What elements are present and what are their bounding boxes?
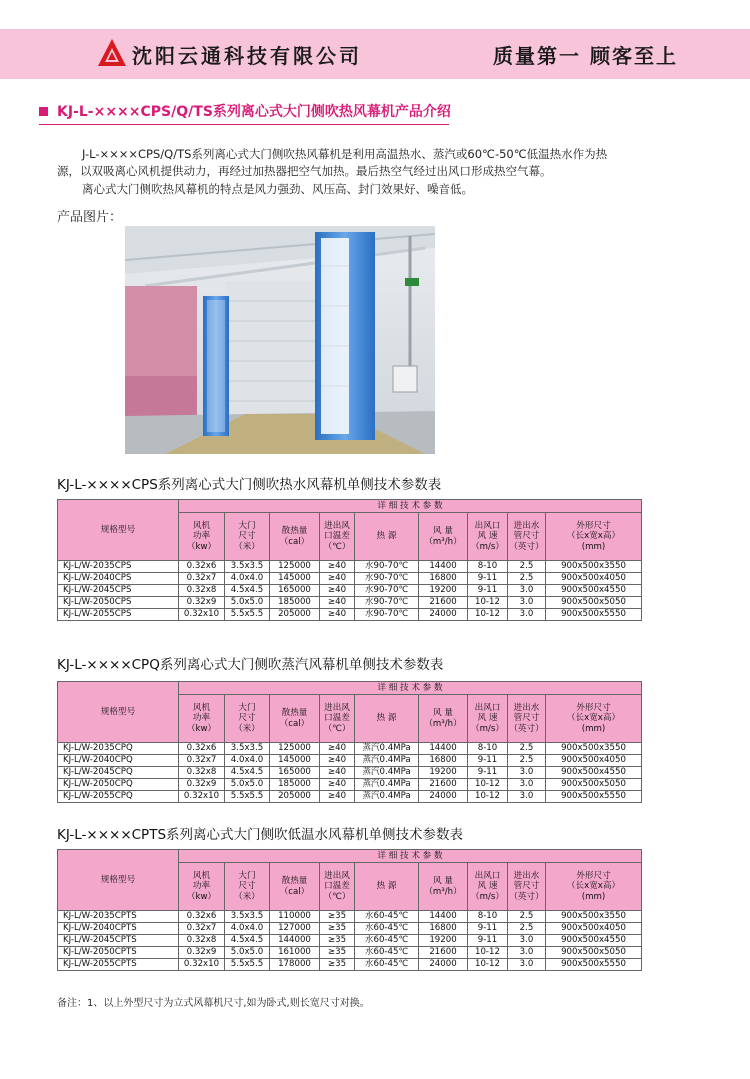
table-cell: ≥35	[320, 923, 355, 935]
table-cell: 185000	[270, 597, 320, 609]
table-cell: 3.0	[508, 597, 546, 609]
table-cell: 蒸汽0.4MPa	[355, 767, 419, 779]
table-cell: 24000	[419, 959, 468, 971]
table-cell: 205000	[270, 791, 320, 803]
table-cell: 165000	[270, 585, 320, 597]
table-cell: 125000	[270, 743, 320, 755]
header-temp: 进出风 口温差 （℃）	[320, 695, 355, 743]
spec-table-low-temp-water	[57, 849, 642, 971]
table-cell: 900x500x3550	[546, 561, 642, 573]
table-cell: 水60-45℃	[355, 911, 419, 923]
table-cell: 5.5x5.5	[225, 609, 270, 621]
table-cell: 0.32x7	[179, 755, 225, 767]
intro-line-1: J-L-××××CPS/Q/TS系列离心式大门侧吹热风幕机是利用高温热水、蒸汽或60℃-50℃低温热水作为热	[82, 147, 608, 161]
table-cell: 水90-70℃	[355, 597, 419, 609]
model-cell: KJ-L/W-2055CPTS	[58, 959, 179, 971]
table-cell: 0.32x10	[179, 959, 225, 971]
table-cell: 10-12	[468, 947, 508, 959]
header-air: 风 量 （m³/h）	[419, 863, 468, 911]
table-cell: 水90-70℃	[355, 573, 419, 585]
table-cell: 0.32x9	[179, 597, 225, 609]
model-cell: KJ-L/W-2040CPTS	[58, 923, 179, 935]
section-bullet-icon	[39, 107, 48, 116]
table-cell: 2.5	[508, 561, 546, 573]
header-heat: 散热量 （cal）	[270, 513, 320, 561]
table-cell: 900x500x5550	[546, 959, 642, 971]
footnote: 备注：1、以上外型尺寸为立式风幕机尺寸,如为卧式,则长宽尺寸对换。	[57, 998, 370, 1009]
header-power: 风机 功率 （kw）	[179, 695, 225, 743]
product-photo	[125, 226, 435, 454]
header-heat: 散热量 （cal）	[270, 863, 320, 911]
table-cell: 900x500x3550	[546, 743, 642, 755]
table-cell: 161000	[270, 947, 320, 959]
table-cell: 185000	[270, 779, 320, 791]
table-cell: 2.5	[508, 743, 546, 755]
model-cell: KJ-L/W-2035CPTS	[58, 911, 179, 923]
table-cell: 165000	[270, 767, 320, 779]
table-cell: 蒸汽0.4MPa	[355, 755, 419, 767]
header-model: 规格型号	[58, 500, 179, 561]
table-cell: ≥40	[320, 597, 355, 609]
model-cell: KJ-L/W-2035CPQ	[58, 743, 179, 755]
header-source: 热 源	[355, 863, 419, 911]
header-size: 外形尺寸 （长x宽x高） (mm)	[546, 513, 642, 561]
header-power: 风机 功率 （kw）	[179, 863, 225, 911]
table-cell: 3.0	[508, 585, 546, 597]
table-cell: 24000	[419, 609, 468, 621]
header-door: 大门 尺寸 （米）	[225, 695, 270, 743]
header-power: 风机 功率 （kw）	[179, 513, 225, 561]
table-cell: 10-12	[468, 779, 508, 791]
table-cell: 2.5	[508, 923, 546, 935]
table-cell: 9-11	[468, 573, 508, 585]
table-cell: 21600	[419, 597, 468, 609]
table-cell: 0.32x6	[179, 911, 225, 923]
table-cell: 3.0	[508, 935, 546, 947]
table-cell: 900x500x5550	[546, 791, 642, 803]
table-row	[58, 791, 642, 803]
table-cell: 4.0x4.0	[225, 573, 270, 585]
table-cell: 14400	[419, 911, 468, 923]
table-cell: 0.32x9	[179, 779, 225, 791]
table-cell: 21600	[419, 779, 468, 791]
table-cell: 9-11	[468, 755, 508, 767]
table-cell: 900x500x5050	[546, 597, 642, 609]
header-temp: 进出风 口温差 （℃）	[320, 863, 355, 911]
table-cell: 水90-70℃	[355, 585, 419, 597]
model-cell: KJ-L/W-2045CPTS	[58, 935, 179, 947]
table-cell: 3.0	[508, 791, 546, 803]
model-cell: KJ-L/W-2050CPQ	[58, 779, 179, 791]
table-1-title: KJ-L-××××CPS系列离心式大门侧吹热水风幕机单侧技术参数表	[57, 477, 442, 493]
table-cell: 900x500x4550	[546, 767, 642, 779]
table-cell: ≥35	[320, 947, 355, 959]
table-cell: 19200	[419, 585, 468, 597]
header-detail: 详 细 技 术 参 数	[179, 682, 642, 695]
header-pipe: 进出水 管尺寸 （英寸）	[508, 513, 546, 561]
table-cell: 900x500x4050	[546, 923, 642, 935]
table-cell: ≥35	[320, 959, 355, 971]
table-cell: ≥40	[320, 791, 355, 803]
header-size: 外形尺寸 （长x宽x高） (mm)	[546, 695, 642, 743]
table-row	[58, 767, 642, 779]
table-cell: 19200	[419, 935, 468, 947]
table-2-title: KJ-L-××××CPQ系列离心式大门侧吹蒸汽风幕机单侧技术参数表	[57, 657, 444, 673]
table-cell: 0.32x9	[179, 947, 225, 959]
model-cell: KJ-L/W-2035CPS	[58, 561, 179, 573]
table-cell: 0.32x8	[179, 767, 225, 779]
table-cell: 5.0x5.0	[225, 947, 270, 959]
table-cell: 4.5x4.5	[225, 585, 270, 597]
table-cell: ≥40	[320, 609, 355, 621]
table-cell: 900x500x5550	[546, 609, 642, 621]
table-row	[58, 911, 642, 923]
table-cell: 水90-70℃	[355, 561, 419, 573]
table-cell: 9-11	[468, 585, 508, 597]
table-cell: 4.5x4.5	[225, 767, 270, 779]
intro-line-3: 离心式大门侧吹热风幕机的特点是风力强劲、风压高、封门效果好、噪音低。	[82, 182, 473, 196]
company-name: 沈阳云通科技有限公司	[132, 44, 362, 68]
table-cell: ≥40	[320, 767, 355, 779]
table-row	[58, 947, 642, 959]
table-cell: 8-10	[468, 743, 508, 755]
table-cell: 900x500x4550	[546, 585, 642, 597]
header-pipe: 进出水 管尺寸 （英寸）	[508, 863, 546, 911]
header-source: 热 源	[355, 695, 419, 743]
table-cell: 3.0	[508, 947, 546, 959]
table-cell: 0.32x10	[179, 791, 225, 803]
table-cell: 19200	[419, 767, 468, 779]
table-cell: 3.0	[508, 767, 546, 779]
table-cell: 900x500x5050	[546, 947, 642, 959]
table-cell: 0.32x8	[179, 585, 225, 597]
table-cell: 3.5x3.5	[225, 911, 270, 923]
table-cell: 10-12	[468, 959, 508, 971]
table-cell: 10-12	[468, 597, 508, 609]
table-cell: 蒸汽0.4MPa	[355, 791, 419, 803]
table-cell: 900x500x3550	[546, 911, 642, 923]
table-cell: 2.5	[508, 911, 546, 923]
table-cell: ≥35	[320, 935, 355, 947]
table-cell: 3.5x3.5	[225, 561, 270, 573]
table-cell: ≥40	[320, 585, 355, 597]
header-detail: 详 细 技 术 参 数	[179, 500, 642, 513]
section-title: KJ-L-××××CPS/Q/TS系列离心式大门侧吹热风幕机产品介绍	[57, 104, 451, 120]
table-row	[58, 609, 642, 621]
table-row	[58, 779, 642, 791]
table-cell: 2.5	[508, 573, 546, 585]
table-cell: 900x500x4550	[546, 935, 642, 947]
table-cell: 14400	[419, 743, 468, 755]
table-cell: ≥40	[320, 779, 355, 791]
table-cell: 125000	[270, 561, 320, 573]
table-cell: 蒸汽0.4MPa	[355, 779, 419, 791]
table-3-title: KJ-L-××××CPTS系列离心式大门侧吹低温水风幕机单侧技术参数表	[57, 827, 464, 843]
model-cell: KJ-L/W-2055CPQ	[58, 791, 179, 803]
table-cell: 16800	[419, 755, 468, 767]
header-door: 大门 尺寸 （米）	[225, 513, 270, 561]
model-cell: KJ-L/W-2045CPQ	[58, 767, 179, 779]
table-cell: 3.0	[508, 959, 546, 971]
table-cell: 3.0	[508, 779, 546, 791]
table-cell: 178000	[270, 959, 320, 971]
table-cell: 900x500x4050	[546, 573, 642, 585]
table-cell: ≥40	[320, 561, 355, 573]
table-cell: 0.32x6	[179, 561, 225, 573]
header-model: 规格型号	[58, 850, 179, 911]
table-cell: 水60-45℃	[355, 935, 419, 947]
table-cell: 145000	[270, 755, 320, 767]
table-cell: 0.32x7	[179, 573, 225, 585]
table-cell: 水60-45℃	[355, 959, 419, 971]
table-cell: 0.32x7	[179, 923, 225, 935]
table-cell: 蒸汽0.4MPa	[355, 743, 419, 755]
table-cell: 3.5x3.5	[225, 743, 270, 755]
table-cell: 2.5	[508, 755, 546, 767]
table-cell: 900x500x5050	[546, 779, 642, 791]
intro-line-2: 源，以双吸离心风机提供动力，再经过加热器把空气加热。最后热空气经过出风口形成热空气幕。	[57, 164, 552, 178]
table-cell: 900x500x4050	[546, 755, 642, 767]
table-cell: 8-10	[468, 561, 508, 573]
model-cell: KJ-L/W-2045CPS	[58, 585, 179, 597]
header-size: 外形尺寸 （长x宽x高） (mm)	[546, 863, 642, 911]
spec-table-hot-water	[57, 499, 642, 621]
table-cell: 0.32x6	[179, 743, 225, 755]
table-row	[58, 923, 642, 935]
model-cell: KJ-L/W-2050CPS	[58, 597, 179, 609]
table-cell: 5.5x5.5	[225, 791, 270, 803]
header-temp: 进出风 口温差 （℃）	[320, 513, 355, 561]
product-picture-label: 产品图片：	[57, 210, 123, 225]
table-row	[58, 561, 642, 573]
table-cell: ≥40	[320, 755, 355, 767]
header-speed: 出风口 风 速 （m/s）	[468, 695, 508, 743]
table-cell: 14400	[419, 561, 468, 573]
model-cell: KJ-L/W-2050CPTS	[58, 947, 179, 959]
model-cell: KJ-L/W-2055CPS	[58, 609, 179, 621]
company-slogan: 质量第一 顾客至上	[493, 44, 678, 68]
table-row	[58, 597, 642, 609]
company-logo-icon	[96, 37, 128, 69]
table-cell: 4.0x4.0	[225, 755, 270, 767]
table-cell: 10-12	[468, 609, 508, 621]
header-heat: 散热量 （cal）	[270, 695, 320, 743]
header-detail: 详 细 技 术 参 数	[179, 850, 642, 863]
header-model: 规格型号	[58, 682, 179, 743]
table-cell: 0.32x8	[179, 935, 225, 947]
table-row	[58, 743, 642, 755]
header-door: 大门 尺寸 （米）	[225, 863, 270, 911]
table-row	[58, 755, 642, 767]
table-cell: 144000	[270, 935, 320, 947]
table-cell: 9-11	[468, 767, 508, 779]
table-cell: 145000	[270, 573, 320, 585]
header-speed: 出风口 风 速 （m/s）	[468, 513, 508, 561]
table-cell: 16800	[419, 573, 468, 585]
table-cell: 16800	[419, 923, 468, 935]
table-cell: 3.0	[508, 609, 546, 621]
table-cell: ≥40	[320, 573, 355, 585]
table-cell: 水60-45℃	[355, 923, 419, 935]
header-speed: 出风口 风 速 （m/s）	[468, 863, 508, 911]
header-pipe: 进出水 管尺寸 （英寸）	[508, 695, 546, 743]
table-cell: ≥40	[320, 743, 355, 755]
table-cell: 9-11	[468, 923, 508, 935]
table-cell: 5.0x5.0	[225, 779, 270, 791]
model-cell: KJ-L/W-2040CPS	[58, 573, 179, 585]
table-row	[58, 959, 642, 971]
table-cell: 24000	[419, 791, 468, 803]
table-cell: 5.0x5.0	[225, 597, 270, 609]
table-cell: 205000	[270, 609, 320, 621]
table-cell: 水90-70℃	[355, 609, 419, 621]
header-air: 风 量 （m³/h）	[419, 695, 468, 743]
table-row	[58, 585, 642, 597]
header-air: 风 量 （m³/h）	[419, 513, 468, 561]
header-source: 热 源	[355, 513, 419, 561]
table-cell: 110000	[270, 911, 320, 923]
model-cell: KJ-L/W-2040CPQ	[58, 755, 179, 767]
table-cell: 127000	[270, 923, 320, 935]
section-underline	[39, 124, 449, 125]
table-cell: 5.5x5.5	[225, 959, 270, 971]
table-row	[58, 935, 642, 947]
table-cell: ≥35	[320, 911, 355, 923]
table-cell: 21600	[419, 947, 468, 959]
table-cell: 10-12	[468, 791, 508, 803]
spec-table-steam	[57, 681, 642, 803]
table-cell: 4.0x4.0	[225, 923, 270, 935]
table-cell: 9-11	[468, 935, 508, 947]
table-cell: 0.32x10	[179, 609, 225, 621]
table-cell: 水60-45℃	[355, 947, 419, 959]
table-cell: 4.5x4.5	[225, 935, 270, 947]
table-row	[58, 573, 642, 585]
table-cell: 8-10	[468, 911, 508, 923]
